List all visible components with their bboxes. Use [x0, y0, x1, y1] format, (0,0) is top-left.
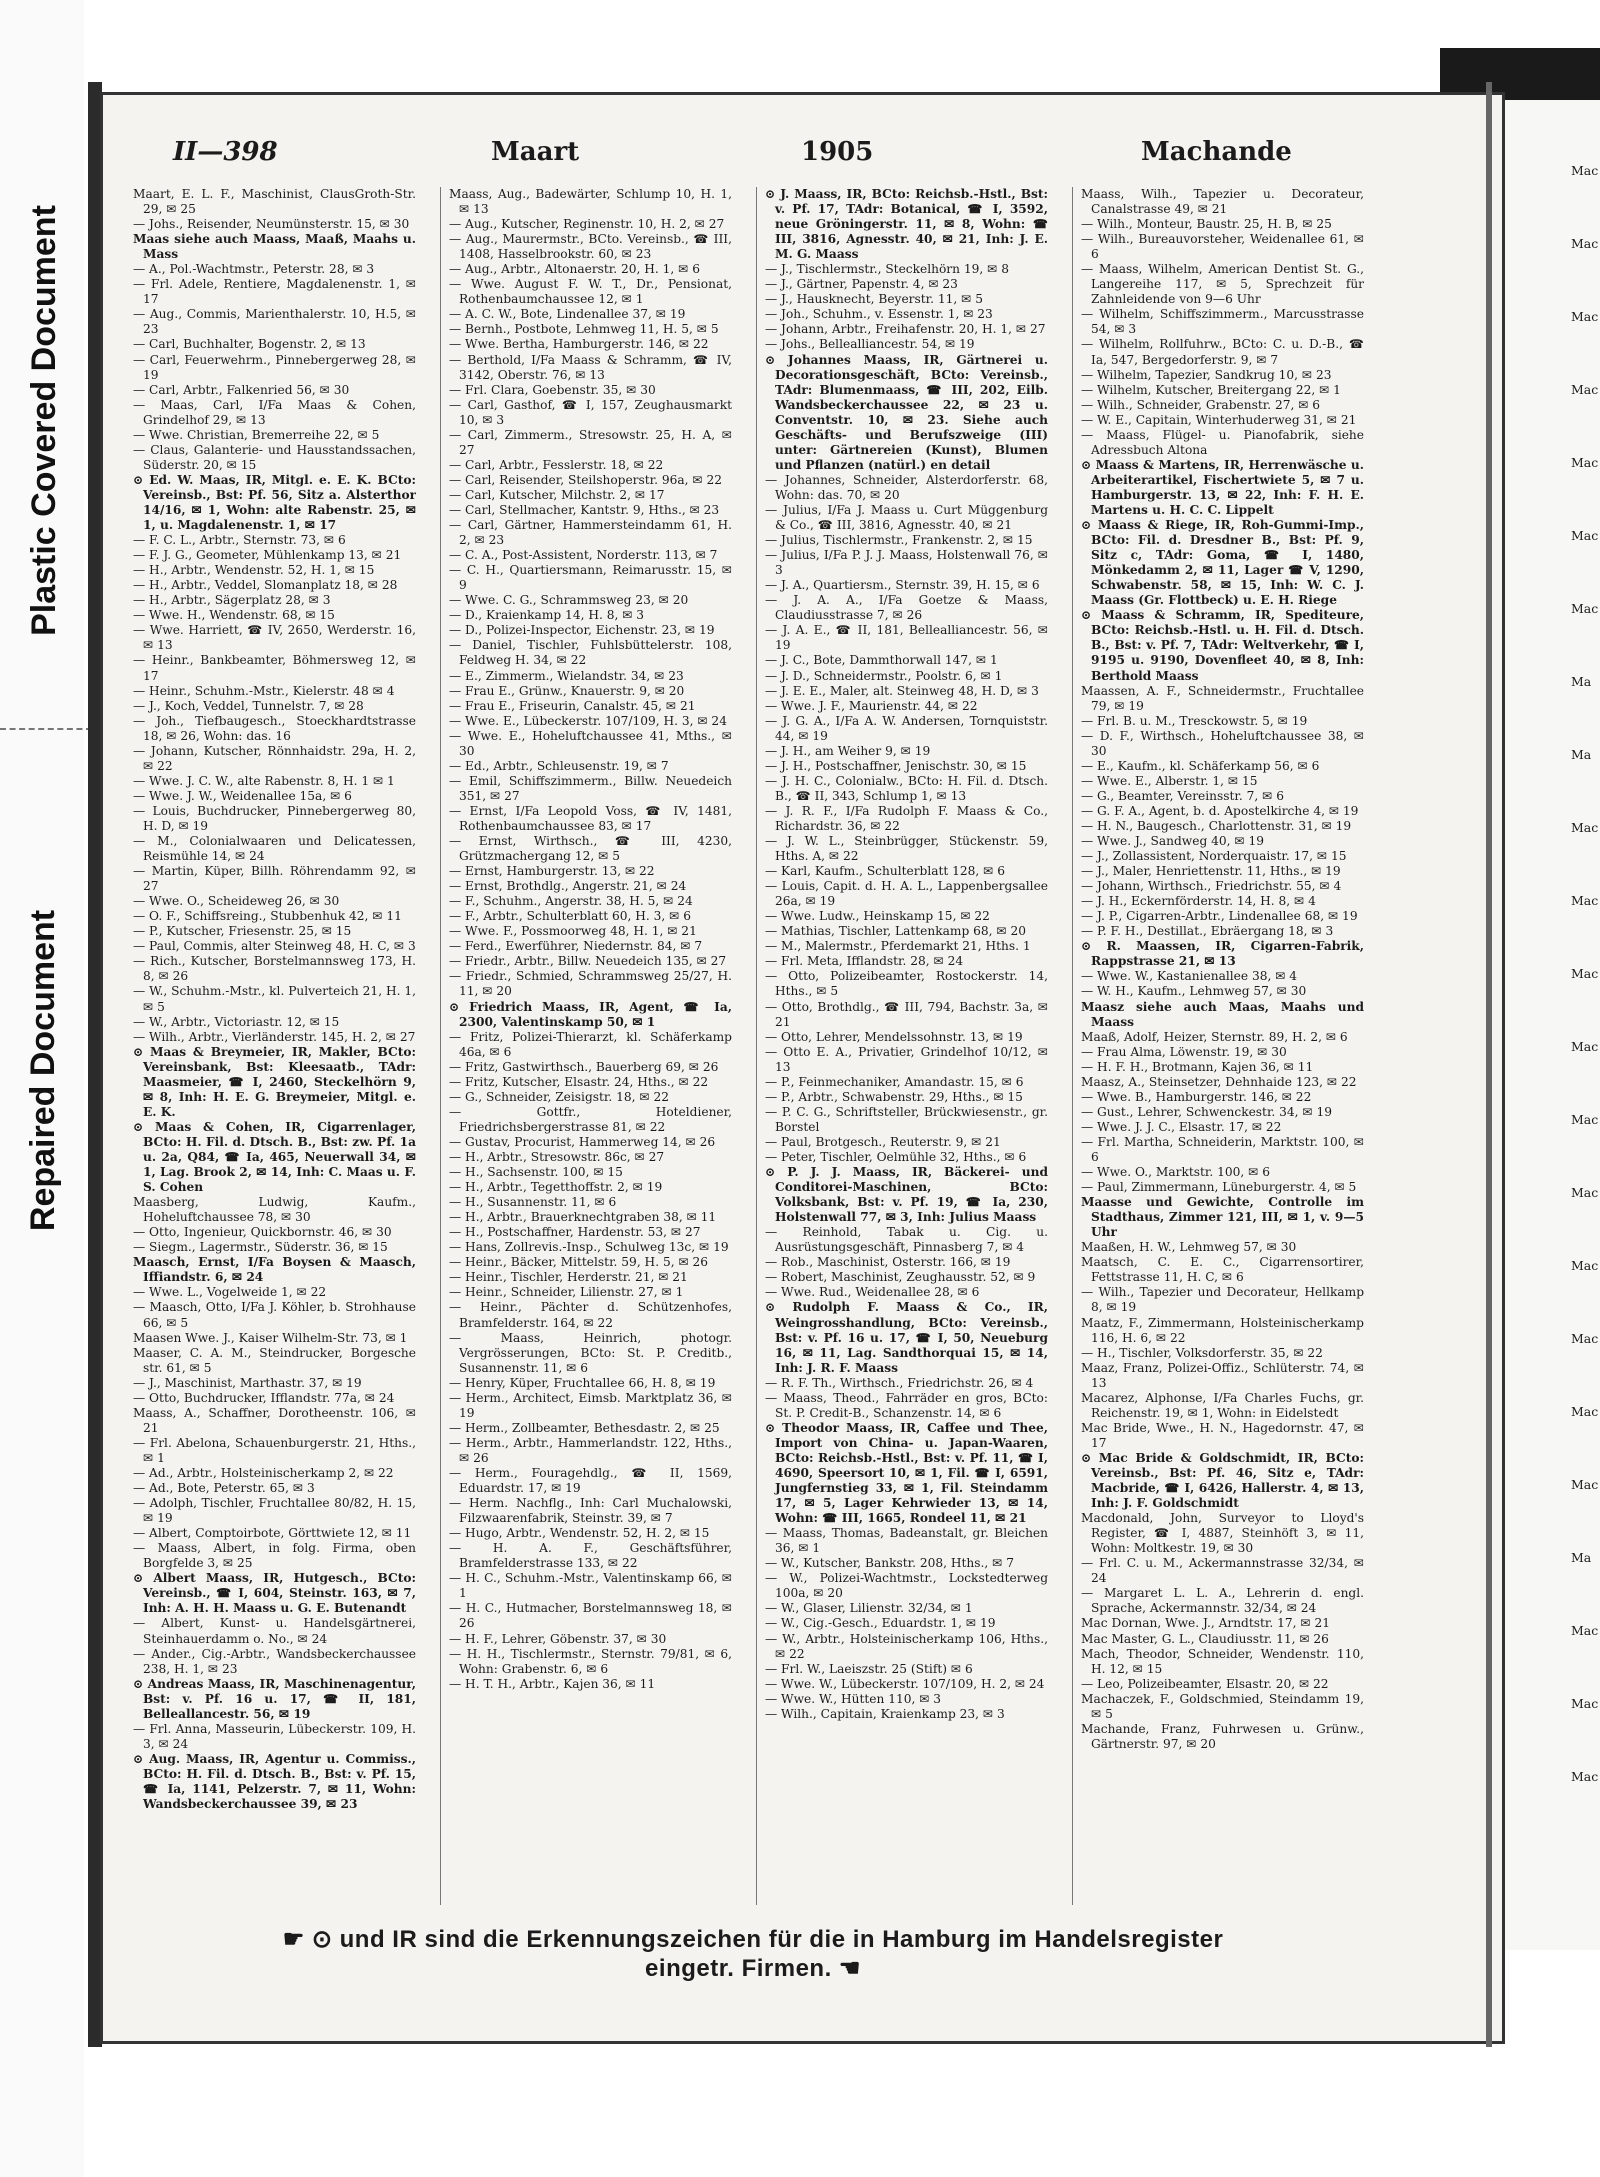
directory-entry: Mac Dornan, Wwe. J., Arndtstr. 17, ✉ 21 — [1081, 1616, 1330, 1631]
directory-entry: — Carl, Buchhalter, Bogenstr. 2, ✉ 13 — [133, 337, 366, 352]
directory-entry: — Aug., Kutscher, Reginenstr. 10, H. 2, ✉ 27 — [449, 217, 725, 232]
directory-entry: — W., Cig.-Gesch., Eduardstr. 1, ✉ 19 — [765, 1616, 996, 1631]
adjacent-page-text: Mac — [1571, 820, 1599, 835]
directory-entry: — J., Maschinist, Marthastr. 37, ✉ 19 — [133, 1375, 362, 1390]
directory-entry: — Robert, Maschinist, Zeughausstr. 52, ✉ 9 — [765, 1270, 1036, 1285]
directory-entry: — Carl, Arbtr., Falkenried 56, ✉ 30 — [133, 382, 350, 397]
adjacent-page-text: Mac — [1571, 455, 1599, 470]
directory-entry: — F. C. L., Arbtr., Sternstr. 73, ✉ 6 — [133, 533, 346, 548]
directory-entry: — Paul, Brotgesch., Reuterstr. 9, ✉ 21 — [765, 1134, 1001, 1149]
directory-entry: — Mathias, Tischler, Lattenkamp 68, ✉ 20 — [765, 924, 1026, 939]
directory-entry: — P., Arbtr., Schwabenstr. 29, Hths., ✉ 15 — [765, 1089, 1023, 1104]
directory-entry: — J. P., Cigarren-Arbtr., Lindenallee 68, ✉ 19 — [1081, 909, 1358, 924]
directory-page — [100, 92, 1505, 2044]
directory-entry: — Ad., Bote, Peterstr. 65, ✉ 3 — [133, 1481, 315, 1496]
directory-entry: — Frl. Meta, Ifflandstr. 28, ✉ 24 — [765, 954, 964, 969]
directory-entry: — Johann, Wirthsch., Friedrichstr. 55, ✉ 4 — [1081, 879, 1342, 894]
directory-entry: — Otto, Brothdlg., ☎ III, 794, Bachstr. 3a, ✉ 21 — [765, 999, 1048, 1029]
directory-entry: — Carl, Zimmerm., Stresowstr. 25, H. A, ✉ 27 — [449, 427, 732, 457]
directory-entry: — Louis, Buchdrucker, Pinnebergerweg 80, H. D, ✉ 19 — [133, 803, 416, 833]
directory-entry: — W., Arbtr., Victoriastr. 12, ✉ 15 — [133, 1014, 340, 1029]
directory-entry: — P., Kutscher, Friesenstr. 25, ✉ 15 — [133, 924, 352, 939]
directory-entry: — J., Hausknecht, Beyerstr. 11, ✉ 5 — [765, 292, 983, 307]
directory-entry: Maaz, Franz, Polizei-Offiz., Schlüterstr. 74, ✉ 13 — [1081, 1360, 1364, 1390]
adjacent-page-text: Mac — [1571, 1769, 1599, 1784]
directory-entry: — Carl, Feuerwehrm., Pinnebergerweg 28, ✉ 19 — [133, 352, 416, 382]
directory-entry: ⊙ Rudolph F. Maass & Co., IR, Weingrosshandlung, BCto: Vereinsb., Bst: v. Pf. 16 u. 17, ☎ I, 50, Neueburg 16, ✉ 11, Lag. Sandthorquai 15, ✉ 14, Inh: J. R. F. Maass — [765, 1300, 1048, 1375]
directory-entry: — Frl. Martha, Schneiderin, Marktstr. 100, ✉ 6 — [1081, 1134, 1364, 1164]
directory-entry: — Wwe. W., Hütten 110, ✉ 3 — [765, 1691, 942, 1706]
directory-entry: — Adolph, Tischler, Fruchtallee 80/82, H. 15, ✉ 19 — [133, 1496, 416, 1526]
directory-entry: — W. E., Capitain, Winterhuderweg 31, ✉ 21 — [1081, 412, 1357, 427]
directory-entry: Maart, E. L. F., Maschinist, ClausGroth-Str. 29, ✉ 25 — [133, 187, 416, 217]
directory-entry: — Wilh., Monteur, Baustr. 25, H. B, ✉ 25 — [1081, 217, 1332, 232]
directory-entry: — J. A. E., ☎ II, 181, Bellealliancestr. 56, ✉ 19 — [765, 623, 1048, 653]
directory-entry: — Frau E., Friseurin, Canalstr. 45, ✉ 21 — [449, 698, 696, 713]
directory-entry: — H., Susannenstr. 11, ✉ 6 — [449, 1195, 617, 1210]
directory-entry: — E., Zimmerm., Wielandstr. 34, ✉ 23 — [449, 668, 684, 683]
directory-entry: — Ferd., Ewerführer, Niedernstr. 84, ✉ 7 — [449, 939, 703, 954]
directory-entry: — Julius, Tischlermstr., Frankenstr. 2, ✉ 15 — [765, 533, 1033, 548]
directory-entry: — Frau Alma, Löwenstr. 19, ✉ 30 — [1081, 1044, 1287, 1059]
directory-entry: — Wilh., Tapezier und Decorateur, Hellkamp 8, ✉ 19 — [1081, 1285, 1364, 1315]
directory-entry: — Otto, Lehrer, Mendelssohnstr. 13, ✉ 19 — [765, 1029, 1023, 1044]
directory-column-4 — [1081, 187, 1364, 1905]
directory-entry: — J., Zollassistent, Norderquaistr. 17, ✉ 15 — [1081, 849, 1347, 864]
directory-entry: Maaß, Adolf, Heizer, Sternstr. 89, H. 2, ✉ 6 — [1081, 1029, 1348, 1044]
directory-entry: — P. C. G., Schriftsteller, Brückwiesenstr., gr. Borstel — [765, 1104, 1048, 1134]
directory-entry: — W., Arbtr., Holsteinischerkamp 106, Hths., ✉ 22 — [765, 1631, 1048, 1661]
adjacent-page-text: Ma — [1571, 674, 1592, 689]
directory-entry: — F., Schuhm., Angerstr. 38, H. 5, ✉ 24 — [449, 894, 693, 909]
directory-entry: ⊙ P. J. J. Maass, IR, Bäckerei- und Conditorei-Maschinen, BCto: Volksbank, Bst: v. Pf. 19, ☎ Ia, 230, Holstenwall 77, ✉ 3, Inh: Julius Maass — [765, 1165, 1048, 1225]
directory-entry: — H., Arbtr., Sägerplatz 28, ✉ 3 — [133, 593, 331, 608]
directory-entry: ⊙ Mac Bride & Goldschmidt, IR, BCto: Vereinsb., Bst: Pf. 46, Sitz e, TAdr: Macbride, ☎ I, 6426, Hallerstr. 4, ✉ 13, Inh: J. F. Goldschmidt — [1081, 1450, 1364, 1511]
directory-entry: — Heinr., Tischler, Herderstr. 21, ✉ 21 — [449, 1270, 688, 1285]
directory-entry: — J. E. E., Maler, alt. Steinweg 48, H. D, ✉ 3 — [765, 683, 1039, 698]
directory-entry: — Wwe. F., Possmoorweg 48, H. 1, ✉ 21 — [449, 924, 697, 939]
adjacent-page-text: Mac — [1571, 966, 1599, 981]
directory-entry: — F. J. G., Geometer, Mühlenkamp 13, ✉ 21 — [133, 548, 402, 563]
directory-entry: ⊙ Andreas Maass, IR, Maschinenagentur, Bst: v. Pf. 16 u. 17, ☎ II, 181, Belleallancestr. 56, ✉ 19 — [133, 1676, 416, 1721]
directory-entry: ⊙ Ed. W. Maas, IR, Mitgl. e. E. K. BCto: Vereinsb., Bst: Pf. 56, Sitz a. Alsterthor 14/16, ✉ 1, Wohn: alte Rabenstr. 25, ✉ 1, u. Magdalenenstr. 1, ✉ 17 — [133, 472, 416, 533]
directory-entry: — Gust., Lehrer, Schwenckestr. 34, ✉ 19 — [1081, 1104, 1333, 1119]
adjacent-page-text: Mac — [1571, 601, 1599, 616]
directory-entry: ⊙ Maas & Breymeier, IR, Makler, BCto: Vereinsbank, Bst: Kleesaatb., TAdr: Maasmeier, ☎ I, 2460, Steckelhörn 9, ✉ 8, Inh: H. E. G. Breymeier, Mitgl. e. E. K. — [133, 1044, 416, 1119]
adjacent-page-text: Mac — [1571, 309, 1599, 324]
directory-entry: — Henry, Küper, Fruchtallee 66, H. 8, ✉ 19 — [449, 1375, 716, 1390]
directory-entry: — W., Glaser, Lilienstr. 32/34, ✉ 1 — [765, 1601, 973, 1616]
directory-entry: — G., Schneider, Zeisigstr. 18, ✉ 22 — [449, 1089, 669, 1104]
directory-entry: — G., Beamter, Vereinsstr. 7, ✉ 6 — [1081, 788, 1284, 803]
directory-entry: — Wilh., Arbtr., Vierländerstr. 145, H. 2, ✉ 27 — [133, 1029, 416, 1044]
directory-entry: Machaczek, F., Goldschmied, Steindamm 19, ✉ 5 — [1081, 1691, 1364, 1721]
directory-entry: ⊙ Johannes Maass, IR, Gärtnerei u. Decorationsgeschäft, BCto: Vereinsb., TAdr: Blumenmaass, ☎ III, 202, Eilb. Wandsbeckerchaussee 22, ✉ 23 u. Conventstr. 10, ✉ 23. Siehe auch Geschäfts- und Berufszweige (III) unter: Gärtnereien (Kunst), Blumen und Pflanzen (natürl.) en detail — [765, 352, 1048, 472]
directory-entry: — Wwe. E., Lübeckerstr. 107/109, H. 3, ✉ 24 — [449, 713, 727, 728]
directory-entry: Macarez, Alphonse, I/Fa Charles Fuchs, gr. Reichenstr. 19, ✉ 1, Wohn: in Eidelstedt — [1081, 1390, 1364, 1420]
directory-entry: Mac Master, G. L., Claudiusstr. 11, ✉ 26 — [1081, 1631, 1329, 1646]
directory-entry: Maatsch, C. E. C., Cigarrensortirer, Fettstrasse 11, H. C, ✉ 6 — [1081, 1255, 1364, 1285]
directory-entry: — D. F., Wirthsch., Hoheluftchaussee 38, ✉ 30 — [1081, 728, 1364, 758]
directory-entry: — Paul, Zimmermann, Lüneburgerstr. 4, ✉ 5 — [1081, 1180, 1357, 1195]
directory-entry: — H. F. H., Brotmann, Kajen 36, ✉ 11 — [1081, 1059, 1314, 1074]
directory-entry: — Herm., Arbtr., Hammerlandstr. 122, Hths., ✉ 26 — [449, 1435, 732, 1465]
directory-entry: — Julius, I/Fa P. J. J. Maass, Holstenwall 76, ✉ 3 — [765, 548, 1048, 578]
adjacent-page-text: Mac — [1571, 893, 1599, 908]
directory-entry: ⊙ Maass & Martens, IR, Herrenwäsche u. Arbeiterartikel, Fischertwiete 5, ✉ 7 u. Hamburgerstr. 13, ✉ 22, Inh: F. H. E. Martens u. H. C. C. Lippelt — [1081, 457, 1364, 517]
directory-entry: — Johannes, Schneider, Alsterdorferstr. 68, Wohn: das. 70, ✉ 20 — [765, 472, 1048, 502]
directory-entry: — Carl, Reisender, Steilshoperstr. 96a, ✉ 22 — [449, 472, 723, 487]
directory-entry: — H. F., Lehrer, Göbenstr. 37, ✉ 30 — [449, 1631, 667, 1646]
directory-entry: — Herm. Nachflg., Inh: Carl Muchalowski, Filzwaarenfabrik, Steinstr. 39, ✉ 7 — [449, 1496, 732, 1526]
directory-entry: — Heinr., Schneider, Lilienstr. 27, ✉ 1 — [449, 1285, 684, 1300]
directory-entry: Maas siehe auch Maass, Maaß, Maahs u. Mass — [133, 232, 416, 262]
directory-entry: — D., Polizei-Inspector, Eichenstr. 23, ✉ 19 — [449, 623, 715, 638]
directory-entry: — J., Tischlermstr., Steckelhörn 19, ✉ 8 — [765, 262, 1009, 277]
directory-entry: — H. A. F., Geschäftsführer, Bramfelderstrasse 133, ✉ 22 — [449, 1541, 732, 1571]
directory-entry: — Albert, Kunst- u. Handelsgärtnerei, Steinhauerdamm o. No., ✉ 24 — [133, 1616, 416, 1646]
directory-entry: — J. H., am Weiher 9, ✉ 19 — [765, 743, 931, 758]
adjacent-page-text: Mac — [1571, 1696, 1599, 1711]
adjacent-page-text: Mac — [1571, 1623, 1599, 1638]
directory-entry: — Heinr., Schuhm.-Mstr., Kielerstr. 48 ✉ 4 — [133, 683, 395, 698]
directory-entry: — Friedr., Schmied, Schrammsweg 25/27, H. 11, ✉ 20 — [449, 969, 732, 999]
directory-entry: — Rob., Maschinist, Osterstr. 166, ✉ 19 — [765, 1255, 1011, 1270]
directory-column-2 — [449, 187, 732, 1905]
directory-entry: — H., Arbtr., Tegetthoffstr. 2, ✉ 19 — [449, 1180, 663, 1195]
directory-entry: — Carl, Arbtr., Fesslerstr. 18, ✉ 22 — [449, 457, 664, 472]
directory-entry: ⊙ Maass & Schramm, IR, Spediteure, BCto: Reichsb.-Hstl. u. H. Fil. d. Dtsch. B., Bst: v. Pf. 7, TAdr: Weltverkehr, ☎ I, 9195 u. 9190, Dovenfleet 40, ✉ 8, Inh: Berthold Maass — [1081, 608, 1364, 683]
directory-entry: — Wwe. J. C. W., alte Rabenstr. 8, H. 1 ✉ 1 — [133, 773, 395, 788]
directory-entry: — Julius, I/Fa J. Maass u. Curt Müggenburg & Co., ☎ III, 3816, Agnesstr. 40, ✉ 21 — [765, 502, 1048, 533]
directory-entry: — Ernst, Hamburgerstr. 13, ✉ 22 — [449, 864, 655, 879]
directory-entry: — Wwe. L., Vogelweide 1, ✉ 22 — [133, 1285, 327, 1300]
directory-entry: — Wilhelm, Tapezier, Sandkrug 10, ✉ 23 — [1081, 367, 1332, 382]
directory-entry: — Wilh., Schneider, Grabenstr. 27, ✉ 6 — [1081, 397, 1321, 412]
directory-entry: — H. C., Hutmacher, Borstelmannsweg 18, ✉ 26 — [449, 1601, 732, 1631]
directory-entry: — Frl. Abelona, Schauenburgerstr. 21, Hths., ✉ 1 — [133, 1435, 416, 1465]
directory-entry: — Johs., Bellealliancestr. 54, ✉ 19 — [765, 337, 975, 352]
directory-entry: — Otto, Ingenieur, Quickbornstr. 46, ✉ 30 — [133, 1225, 392, 1240]
directory-entry: — M., Malermstr., Pferdemarkt 21, Hths. 1 — [765, 939, 1031, 954]
directory-entry: Maasz siehe auch Maas, Maahs und Maass — [1081, 999, 1364, 1029]
side-label-bottom: Repaired Document — [24, 909, 63, 1231]
directory-entry: — Maasch, Otto, I/Fa J. Köhler, b. Strohhause 66, ✉ 5 — [133, 1300, 416, 1330]
directory-entry: — Hugo, Arbtr., Wendenstr. 52, H. 2, ✉ 15 — [449, 1526, 710, 1541]
directory-entry: — J. H., Postschaffner, Jenischstr. 30, ✉ 15 — [765, 758, 1027, 773]
adjacent-page-text: Mac — [1571, 1185, 1599, 1200]
directory-entry: — W. H., Kaufm., Lehmweg 57, ✉ 30 — [1081, 984, 1307, 999]
directory-entry: — J. C., Bote, Dammthorwall 147, ✉ 1 — [765, 653, 998, 668]
directory-entry: — Maass, Thomas, Badeanstalt, gr. Bleichen 36, ✉ 1 — [765, 1526, 1048, 1556]
directory-entry: — Otto E. A., Privatier, Grindelhof 10/12, ✉ 13 — [765, 1044, 1048, 1074]
directory-entry: — Heinr., Bäcker, Mittelstr. 59, H. 5, ✉ 26 — [449, 1255, 709, 1270]
directory-entry: — Wilh., Capitain, Kraienkamp 23, ✉ 3 — [765, 1706, 1005, 1721]
directory-entry: Maasch, Ernst, I/Fa Boysen & Maasch, Iffiandstr. 6, ✉ 24 — [133, 1255, 416, 1285]
directory-column-3 — [765, 187, 1048, 1905]
directory-entry: — Gottfr., Hoteldiener, Friedrichsbergerstrasse 81, ✉ 22 — [449, 1104, 732, 1134]
directory-entry: — Wilhelm, Rollfuhrw., BCto: C. u. D.-B., ☎ Ia, 547, Bergedorferstr. 9, ✉ 7 — [1081, 337, 1364, 367]
directory-entry: — Wwe. O., Marktstr. 100, ✉ 6 — [1081, 1165, 1270, 1180]
directory-entry: — Heinr., Pächter d. Schützenhofes, Bramfelderstr. 164, ✉ 22 — [449, 1300, 732, 1330]
directory-entry: — Aug., Commis, Marienthalerstr. 10, H.5, ✉ 23 — [133, 307, 416, 337]
directory-entry: — Wwe. W., Lübeckerstr. 107/109, H. 2, ✉ 24 — [765, 1676, 1045, 1691]
directory-entry: — Siegm., Lagermstr., Süderstr. 36, ✉ 15 — [133, 1240, 388, 1255]
directory-entry: — Frl. Anna, Masseurin, Lübeckerstr. 109, H. 3, ✉ 24 — [133, 1721, 416, 1751]
directory-entry: — H. T. H., Arbtr., Kajen 36, ✉ 11 — [449, 1676, 656, 1691]
directory-entry: — Johann, Arbtr., Freihafenstr. 20, H. 1, ✉ 27 — [765, 322, 1046, 337]
directory-entry: ⊙ Theodor Maass, IR, Caffee und Thee, Import von China- u. Japan-Waaren, BCto: Reichsb.-Hstl., Bst: v. Pf. 11, ☎ I, 4690, Speersort 10, ✉ 1, Fil. ☎ I, 6591, Jungfernstieg 33, ✉ 1, Fil. Steindamm 17, ✉ 5, Lager Kehrwieder 13, ✉ 14, Wohn: ☎ III, 1665, Rondeel 11, ✉ 21 — [765, 1420, 1048, 1526]
directory-entry: — Friedr., Arbtr., Billw. Neuedeich 135, ✉ 27 — [449, 954, 727, 969]
directory-entry: — Hans, Zollrevis.-Insp., Schulweg 13c, ✉ 19 — [449, 1240, 729, 1255]
directory-entry: — Maas, Carl, I/Fa Maas & Cohen, Grindelhof 29, ✉ 13 — [133, 397, 416, 427]
directory-entry: — R. F. Th., Wirthsch., Friedrichstr. 26, ✉ 4 — [765, 1375, 1034, 1390]
directory-entry: — H., Sachsenstr. 100, ✉ 15 — [449, 1165, 623, 1180]
directory-entry: — J. A., Quartiersm., Sternstr. 39, H. 15, ✉ 6 — [765, 578, 1040, 593]
directory-entry: — Maass, Albert, in folg. Firma, oben Borgfelde 3, ✉ 25 — [133, 1541, 416, 1571]
directory-entry: — H., Postschaffner, Hardenstr. 53, ✉ 27 — [449, 1225, 701, 1240]
header-year: 1905 — [801, 137, 874, 167]
directory-entry: — F., Arbtr., Schulterblatt 60, H. 3, ✉ 6 — [449, 909, 691, 924]
adjacent-page-text: Ma — [1571, 747, 1592, 762]
directory-entry: Mach, Theodor, Schneider, Wendenstr. 110, H. 12, ✉ 15 — [1081, 1646, 1364, 1676]
header-right-heading: Machande — [1141, 137, 1292, 167]
directory-entry: — Fritz, Polizei-Thierarzt, kl. Schäferkamp 46a, ✉ 6 — [449, 1029, 732, 1059]
directory-entry: — Louis, Capit. d. H. A. L., Lappenbergsallee 26a, ✉ 19 — [765, 879, 1048, 909]
directory-entry: ⊙ J. Maass, IR, BCto: Reichsb.-Hstl., Bst: v. Pf. 17, TAdr: Botanical, ☎ I, 3592, neue Gröningerstr. 11, ✉ 8, Wohn: ☎ III, 3816, Agnesstr. 40, ✉ 21, Inh: J. E. M. G. Maass — [765, 187, 1048, 262]
directory-entry: — Emil, Schiffszimmerm., Billw. Neuedeich 351, ✉ 27 — [449, 773, 732, 803]
page-header — [161, 137, 1292, 173]
directory-entry: — G. F. A., Agent, b. d. Apostelkirche 4, ✉ 19 — [1081, 803, 1359, 818]
adjacent-page-text: Mac — [1571, 382, 1599, 397]
directory-entry: Mac Bride, Wwe., H. N., Hagedornstr. 47, ✉ 17 — [1081, 1420, 1364, 1450]
adjacent-page-text: Mac — [1571, 163, 1599, 178]
directory-entry: — Gustav, Procurist, Hammerweg 14, ✉ 26 — [449, 1134, 716, 1149]
directory-entry: — Heinr., Bankbeamter, Böhmersweg 12, ✉ 17 — [133, 653, 416, 683]
directory-entry: ⊙ R. Maassen, IR, Cigarren-Fabrik, Rappstrasse 21, ✉ 13 — [1081, 939, 1364, 969]
directory-entry: — Wwe. J. W., Weidenallee 15a, ✉ 6 — [133, 788, 352, 803]
directory-entry: Maass, A., Schaffner, Dorotheenstr. 106, ✉ 21 — [133, 1405, 416, 1435]
directory-entry: — Ander., Cig.-Arbtr., Wandsbeckerchaussee 238, H. 1, ✉ 23 — [133, 1646, 416, 1676]
directory-entry: Maassen, A. F., Schneidermstr., Fruchtallee 79, ✉ 19 — [1081, 683, 1364, 713]
adjacent-page-text: Mac — [1571, 1404, 1599, 1419]
directory-entry: — Herm., Fouragehdlg., ☎ II, 1569, Eduardstr. 17, ✉ 19 — [449, 1465, 732, 1496]
directory-entry: — J., Gärtner, Papenstr. 4, ✉ 23 — [765, 277, 958, 292]
directory-entry: — C. H., Quartiersmann, Reimarusstr. 15, ✉ 9 — [449, 563, 732, 593]
directory-entry: — Wwe. J. J. C., Elsastr. 17, ✉ 22 — [1081, 1119, 1282, 1134]
directory-entry: — Margaret L. L. A., Lehrerin d. engl. Sprache, Ackermannstr. 32/34, ✉ 24 — [1081, 1586, 1364, 1616]
directory-entry: ⊙ Maas & Cohen, IR, Cigarrenlager, BCto: H. Fil. d. Dtsch. B., Bst: zw. Pf. 1a u. 2a, Q84, ☎ Ia, 465, Neuerwall 34, ✉ 1, Lag. Brook 2, ✉ 14, Inh: C. Maas u. F. S. Cohen — [133, 1119, 416, 1195]
page-fold-edge — [1486, 82, 1492, 2047]
directory-entry: — Ernst, I/Fa Leopold Voss, ☎ IV, 1481, Rothenbaumchaussee 83, ✉ 17 — [449, 803, 732, 833]
directory-entry: — Fritz, Kutscher, Elsastr. 24, Hths., ✉ 22 — [449, 1074, 709, 1089]
directory-entry: — Wwe. B., Hamburgerstr. 146, ✉ 22 — [1081, 1089, 1312, 1104]
directory-entry: — Wilhelm, Kutscher, Breitergang 22, ✉ 1 — [1081, 382, 1341, 397]
directory-entry: — Carl, Gärtner, Hammersteindamm 61, H. 2, ✉ 23 — [449, 518, 732, 548]
adjacent-page-fragment — [1505, 100, 1600, 1950]
directory-columns — [133, 187, 1393, 1905]
directory-entry: — D., Kraienkamp 14, H. 8, ✉ 3 — [449, 608, 645, 623]
header-left-heading: Maart — [491, 137, 580, 167]
directory-entry: — J. R. F., I/Fa Rudolph F. Maass & Co., Richardstr. 36, ✉ 22 — [765, 803, 1048, 833]
directory-entry: — Ad., Arbtr., Holsteinischerkamp 2, ✉ 22 — [133, 1465, 394, 1480]
directory-entry: — Daniel, Tischler, Fuhlsbüttelerstr. 108, Feldweg H. 34, ✉ 22 — [449, 638, 732, 668]
directory-entry: — Maass, Flügel- u. Pianofabrik, siehe Adressbuch Altona — [1081, 427, 1364, 457]
directory-entry: — Albert, Comptoirbote, Görttwiete 12, ✉ 11 — [133, 1526, 412, 1541]
directory-entry: — Ed., Arbtr., Schleusenstr. 19, ✉ 7 — [449, 758, 669, 773]
directory-entry: — Ernst, Wirthsch., ☎ III, 4230, Grützmachergang 12, ✉ 5 — [449, 834, 732, 864]
directory-entry: — Johs., Reisender, Neumünsterstr. 15, ✉ 30 — [133, 217, 410, 232]
adjacent-page-text: Mac — [1571, 236, 1599, 251]
directory-entry: — Wwe. Rud., Weidenallee 28, ✉ 6 — [765, 1285, 980, 1300]
directory-entry: — Ernst, Brothdlg., Angerstr. 21, ✉ 24 — [449, 879, 687, 894]
directory-entry: — Bernh., Postbote, Lehmweg 11, H. 5, ✉ 5 — [449, 322, 719, 337]
directory-column-1 — [133, 187, 416, 1905]
directory-entry: — Peter, Tischler, Oelmühle 32, Hths., ✉ 6 — [765, 1150, 1027, 1164]
directory-entry: — A., Pol.-Wachtmstr., Peterstr. 28, ✉ 3 — [133, 262, 375, 277]
directory-entry: — Otto, Buchdrucker, Ifflandstr. 77a, ✉ 24 — [133, 1390, 395, 1405]
directory-entry: — Wwe. Christian, Bremerreihe 22, ✉ 5 — [133, 427, 380, 442]
adjacent-page-text: Mac — [1571, 1112, 1599, 1127]
directory-entry: — M., Colonialwaaren und Delicatessen, Reismühle 14, ✉ 24 — [133, 834, 416, 864]
directory-entry: — P., Feinmechaniker, Amandastr. 15, ✉ 6 — [765, 1074, 1024, 1089]
directory-entry: — Wwe. J., Sandweg 40, ✉ 19 — [1081, 834, 1264, 849]
directory-entry: — W., Schuhm.-Mstr., kl. Pulverteich 21, H. 1, ✉ 5 — [133, 984, 416, 1014]
directory-entry: — Carl, Stellmacher, Kantstr. 9, Hths., ✉ 23 — [449, 502, 720, 517]
directory-entry: — Martin, Küper, Billh. Röhrendamm 92, ✉ 27 — [133, 864, 416, 894]
directory-entry: — J. A. A., I/Fa Goetze & Maass, Claudiusstrasse 7, ✉ 26 — [765, 593, 1048, 623]
directory-entry: ⊙ Aug. Maass, IR, Agentur u. Commiss., BCto: H. Fil. d. Dtsch. B., Bst: v. Pf. 15, ☎ Ia, 1141, Pelzerstr. 7, ✉ 11, Wohn: Wandsbeckerchaussee 39, ✉ 23 — [133, 1751, 416, 1812]
directory-entry: — Maass, Wilhelm, American Dentist St. G., Langereihe 117, ✉ 5, Sprechzeit für Zahnleidende von 9—6 Uhr — [1081, 262, 1364, 307]
page-number: II—398 — [173, 137, 278, 167]
directory-entry: — Herm., Zollbeamter, Bethesdastr. 2, ✉ 25 — [449, 1420, 720, 1435]
directory-entry: — Wwe. Ludw., Heinskamp 15, ✉ 22 — [765, 909, 990, 924]
directory-entry: Maatz, F., Zimmermann, Holsteinischerkamp 116, H. 6, ✉ 22 — [1081, 1315, 1364, 1345]
directory-entry: — Joh., Tiefbaugesch., Stoeckhardtstrasse 18, ✉ 26, Wohn: das. 16 — [133, 713, 416, 743]
directory-entry: Maass, Wilh., Tapezier u. Decorateur, Canalstrasse 49, ✉ 21 — [1081, 187, 1364, 217]
directory-entry: — Aug., Maurermstr., BCto. Vereinsb., ☎ III, 1408, Hasselbrookstr. 60, ✉ 23 — [449, 232, 732, 262]
directory-entry: — H., Arbtr., Veddel, Slomanplatz 18, ✉ 28 — [133, 578, 398, 593]
directory-entry: — Wwe. W., Kastanienallee 38, ✉ 4 — [1081, 969, 1298, 984]
directory-entry: — Karl, Kaufm., Schulterblatt 128, ✉ 6 — [765, 864, 1006, 879]
directory-entry: — O. F., Schiffsreing., Stubbenhuk 42, ✉ 11 — [133, 909, 402, 924]
directory-entry: — E., Kaufm., kl. Schäferkamp 56, ✉ 6 — [1081, 758, 1320, 773]
directory-entry: — Maass, Heinrich, photogr. Vergrösserungen, BCto: St. P. Creditb., Susannenstr. 11, ✉ 6 — [449, 1330, 732, 1375]
directory-entry: — P. F. H., Destillat., Ebräergang 18, ✉ 3 — [1081, 924, 1334, 939]
directory-entry: — Otto, Polizeibeamter, Rostockerstr. 14, Hths., ✉ 5 — [765, 969, 1048, 999]
directory-entry: Maasz, A., Steinsetzer, Dehnhaide 123, ✉ 22 — [1081, 1074, 1357, 1089]
directory-entry: — C. A., Post-Assistent, Norderstr. 113, ✉ 7 — [449, 548, 718, 563]
directory-entry: — Wwe. C. G., Schrammsweg 23, ✉ 20 — [449, 593, 689, 608]
directory-entry: — Frl. Adele, Rentiere, Magdalenenstr. 1, ✉ 17 — [133, 277, 416, 307]
directory-entry: Maasen Wwe. J., Kaiser Wilhelm-Str. 73, ✉ 1 — [133, 1330, 408, 1345]
adjacent-page-text: Mac — [1571, 1331, 1599, 1346]
directory-entry: — W., Kutscher, Bankstr. 208, Hths., ✉ 7 — [765, 1556, 1014, 1571]
directory-entry: — J. D., Schneidermstr., Poolstr. 6, ✉ 1 — [765, 668, 1003, 683]
directory-entry: — Frl. Clara, Goebenstr. 35, ✉ 30 — [449, 382, 656, 397]
directory-entry: — Carl, Gasthof, ☎ I, 157, Zeughausmarkt 10, ✉ 3 — [449, 397, 732, 427]
directory-entry: — Wilh., Bureauvorsteher, Weidenallee 61, ✉ 6 — [1081, 232, 1364, 262]
directory-entry: Maasberg, Ludwig, Kaufm., Hoheluftchaussee 78, ✉ 30 — [133, 1195, 416, 1225]
directory-entry: — Wwe. O., Scheideweg 26, ✉ 30 — [133, 894, 340, 909]
directory-entry: Maaßen, H. W., Lehmweg 57, ✉ 30 — [1081, 1240, 1297, 1255]
directory-entry: — Wwe. E., Alberstr. 1, ✉ 15 — [1081, 773, 1258, 788]
directory-entry: — Wwe. H., Wendenstr. 68, ✉ 15 — [133, 608, 335, 623]
directory-entry: — Berthold, I/Fa Maass & Schramm, ☎ IV, 3142, Oberstr. 76, ✉ 13 — [449, 352, 732, 382]
directory-entry: — Wwe. August F. W. T., Dr., Pensionat, Rothenbaumchaussee 12, ✉ 1 — [449, 277, 732, 307]
directory-entry: ⊙ Maass & Riege, IR, Roh-Gummi-Imp., BCto: Fil. d. Dresdner B., Bst: Pf. 9, Sitz c, TAdr: Goma, ☎ I, 1480, Mönkedamm 2, ✉ 11, Lager ☎ V, 1290, Schwabenstr. 58, ✉ 15, Inh: W. C. J. Maass (Gr. Flottbeck) u. E. H. Riege — [1081, 518, 1364, 608]
adjacent-page-text: Mac — [1571, 1258, 1599, 1273]
directory-entry: ⊙ Albert Maass, IR, Hutgesch., BCto: Vereinsb., ☎ I, 604, Steinstr. 163, ✉ 7, Inh: A. H. H. Maass u. G. E. Butenandt — [133, 1571, 416, 1616]
directory-entry: — Frau E., Grünw., Knauerstr. 9, ✉ 20 — [449, 683, 685, 698]
directory-entry: — H., Arbtr., Stresowstr. 86c, ✉ 27 — [449, 1150, 665, 1164]
directory-entry: — Wwe. E., Hoheluftchaussee 41, Mths., ✉ 30 — [449, 728, 732, 758]
directory-entry: — W., Polizei-Wachtmstr., Lockstedterweg 100a, ✉ 20 — [765, 1571, 1048, 1601]
directory-entry: Maasse und Gewichte, Controlle im Stadthaus, Zimmer 121, III, ✉ 1, v. 9—5 Uhr — [1081, 1195, 1364, 1240]
directory-entry: — Frl. B. u. M., Tresckowstr. 5, ✉ 19 — [1081, 713, 1308, 728]
directory-entry: — Frl. W., Laeiszstr. 25 (Stift) ✉ 6 — [765, 1661, 973, 1676]
directory-entry: — Leo, Polizeibeamter, Elsastr. 20, ✉ 22 — [1081, 1676, 1329, 1691]
directory-entry: Maass, Aug., Badewärter, Schlump 10, H. 1, ✉ 13 — [449, 187, 732, 217]
directory-entry: — J. W. L., Steinbrügger, Stückenstr. 59, Hths. A, ✉ 22 — [765, 834, 1048, 864]
adjacent-page-text: Mac — [1571, 1477, 1599, 1492]
directory-entry: — Frl. C. u. M., Ackermannstrasse 32/34, ✉ 24 — [1081, 1556, 1364, 1586]
directory-entry: — Paul, Commis, alter Steinweg 48, H. C, ✉ 3 — [133, 939, 416, 954]
directory-entry: — Johann, Kutscher, Rönnhaidstr. 29a, H. 2, ✉ 22 — [133, 743, 416, 773]
directory-entry: — H., Arbtr., Wendenstr. 52, H. 1, ✉ 15 — [133, 563, 375, 578]
directory-entry: — Claus, Galanterie- und Hausstandssachen, Süderstr. 20, ✉ 15 — [133, 442, 416, 472]
directory-entry: — H. H., Tischlermstr., Sternstr. 79/81, ✉ 6, Wohn: Grabenstr. 6, ✉ 6 — [449, 1646, 732, 1676]
page-footer-note: ☛ ⊙ und IR sind die Erkennungszeichen für die in Hamburg im Handelsregister eingetr. Firmen. ☚ — [282, 1926, 1224, 1982]
directory-entry: Maaser, C. A. M., Steindrucker, Borgesche str. 61, ✉ 5 — [133, 1345, 416, 1375]
directory-entry: — Fritz, Gastwirthsch., Bauerberg 69, ✉ 26 — [449, 1059, 719, 1074]
directory-entry: — Aug., Arbtr., Altonaerstr. 20, H. 1, ✉ 6 — [449, 262, 701, 277]
directory-entry: — Wwe. Bertha, Hamburgerstr. 146, ✉ 22 — [449, 337, 709, 352]
side-label-top: Plastic Covered Document — [24, 204, 63, 636]
directory-entry: — J. H., Eckernförderstr. 14, H. 8, ✉ 4 — [1081, 894, 1316, 909]
directory-entry: — Reinhold, Tabak u. Cig. u. Ausrüstungsgeschäft, Pinnasberg 7, ✉ 4 — [765, 1225, 1048, 1255]
directory-entry: — J., Maler, Henriettenstr. 11, Hths., ✉ 19 — [1081, 864, 1341, 879]
directory-entry: — H., Arbtr., Brauerknechtgraben 38, ✉ 11 — [449, 1210, 717, 1225]
directory-entry: — Wwe. J. F., Maurienstr. 44, ✉ 22 — [765, 698, 978, 713]
directory-entry: — J., Koch, Veddel, Tunnelstr. 7, ✉ 28 — [133, 698, 364, 713]
directory-entry: — Rich., Kutscher, Borstelmannsweg 173, H. 8, ✉ 26 — [133, 954, 416, 984]
directory-entry: Machande, Franz, Fuhrwesen u. Grünw., Gärtnerstr. 97, ✉ 20 — [1081, 1721, 1364, 1751]
directory-entry: — H., Tischler, Volksdorferstr. 35, ✉ 22 — [1081, 1345, 1323, 1360]
separator-dashed-line — [0, 728, 92, 730]
directory-entry: — J. G. A., I/Fa A. W. Andersen, Tornquiststr. 44, ✉ 19 — [765, 713, 1048, 743]
adjacent-page-text: Mac — [1571, 528, 1599, 543]
directory-entry: — H. N., Baugesch., Charlottenstr. 31, ✉ 19 — [1081, 818, 1352, 833]
directory-entry: ⊙ Friedrich Maass, IR, Agent, ☎ Ia, 2300, Valentinskamp 50, ✉ 1 — [449, 999, 732, 1029]
adjacent-page-text: Ma — [1571, 1550, 1592, 1565]
directory-entry: — H. C., Schuhm.-Mstr., Valentinskamp 66, ✉ 1 — [449, 1571, 732, 1601]
directory-entry: — J. H. C., Colonialw., BCto: H. Fil. d. Dtsch. B., ☎ II, 343, Schlump 1, ✉ 13 — [765, 773, 1048, 803]
directory-entry: — Joh., Schuhm., v. Essenstr. 1, ✉ 23 — [765, 307, 993, 322]
directory-entry: — Wwe. Harriett, ☎ IV, 2650, Werderstr. 16, ✉ 13 — [133, 623, 416, 653]
directory-entry: Macdonald, John, Surveyor to Lloyd's Register, ☎ I, 4887, Steinhöft 3, ✉ 11, Wohn: Moltkestr. 19, ✉ 30 — [1081, 1511, 1364, 1556]
directory-entry: — A. C. W., Bote, Lindenallee 37, ✉ 19 — [449, 307, 686, 322]
directory-entry: — Maass, Theod., Fahrräder en gros, BCto: St. P. Credit-B., Schanzenstr. 14, ✉ 6 — [765, 1390, 1048, 1420]
directory-entry: — Carl, Kutscher, Milchstr. 2, ✉ 17 — [449, 487, 665, 502]
directory-entry: — Wilhelm, Schiffszimmerm., Marcusstrasse 54, ✉ 3 — [1081, 307, 1364, 337]
directory-entry: — Herm., Architect, Eimsb. Marktplatz 36, ✉ 19 — [449, 1390, 732, 1420]
adjacent-page-text: Mac — [1571, 1039, 1599, 1054]
